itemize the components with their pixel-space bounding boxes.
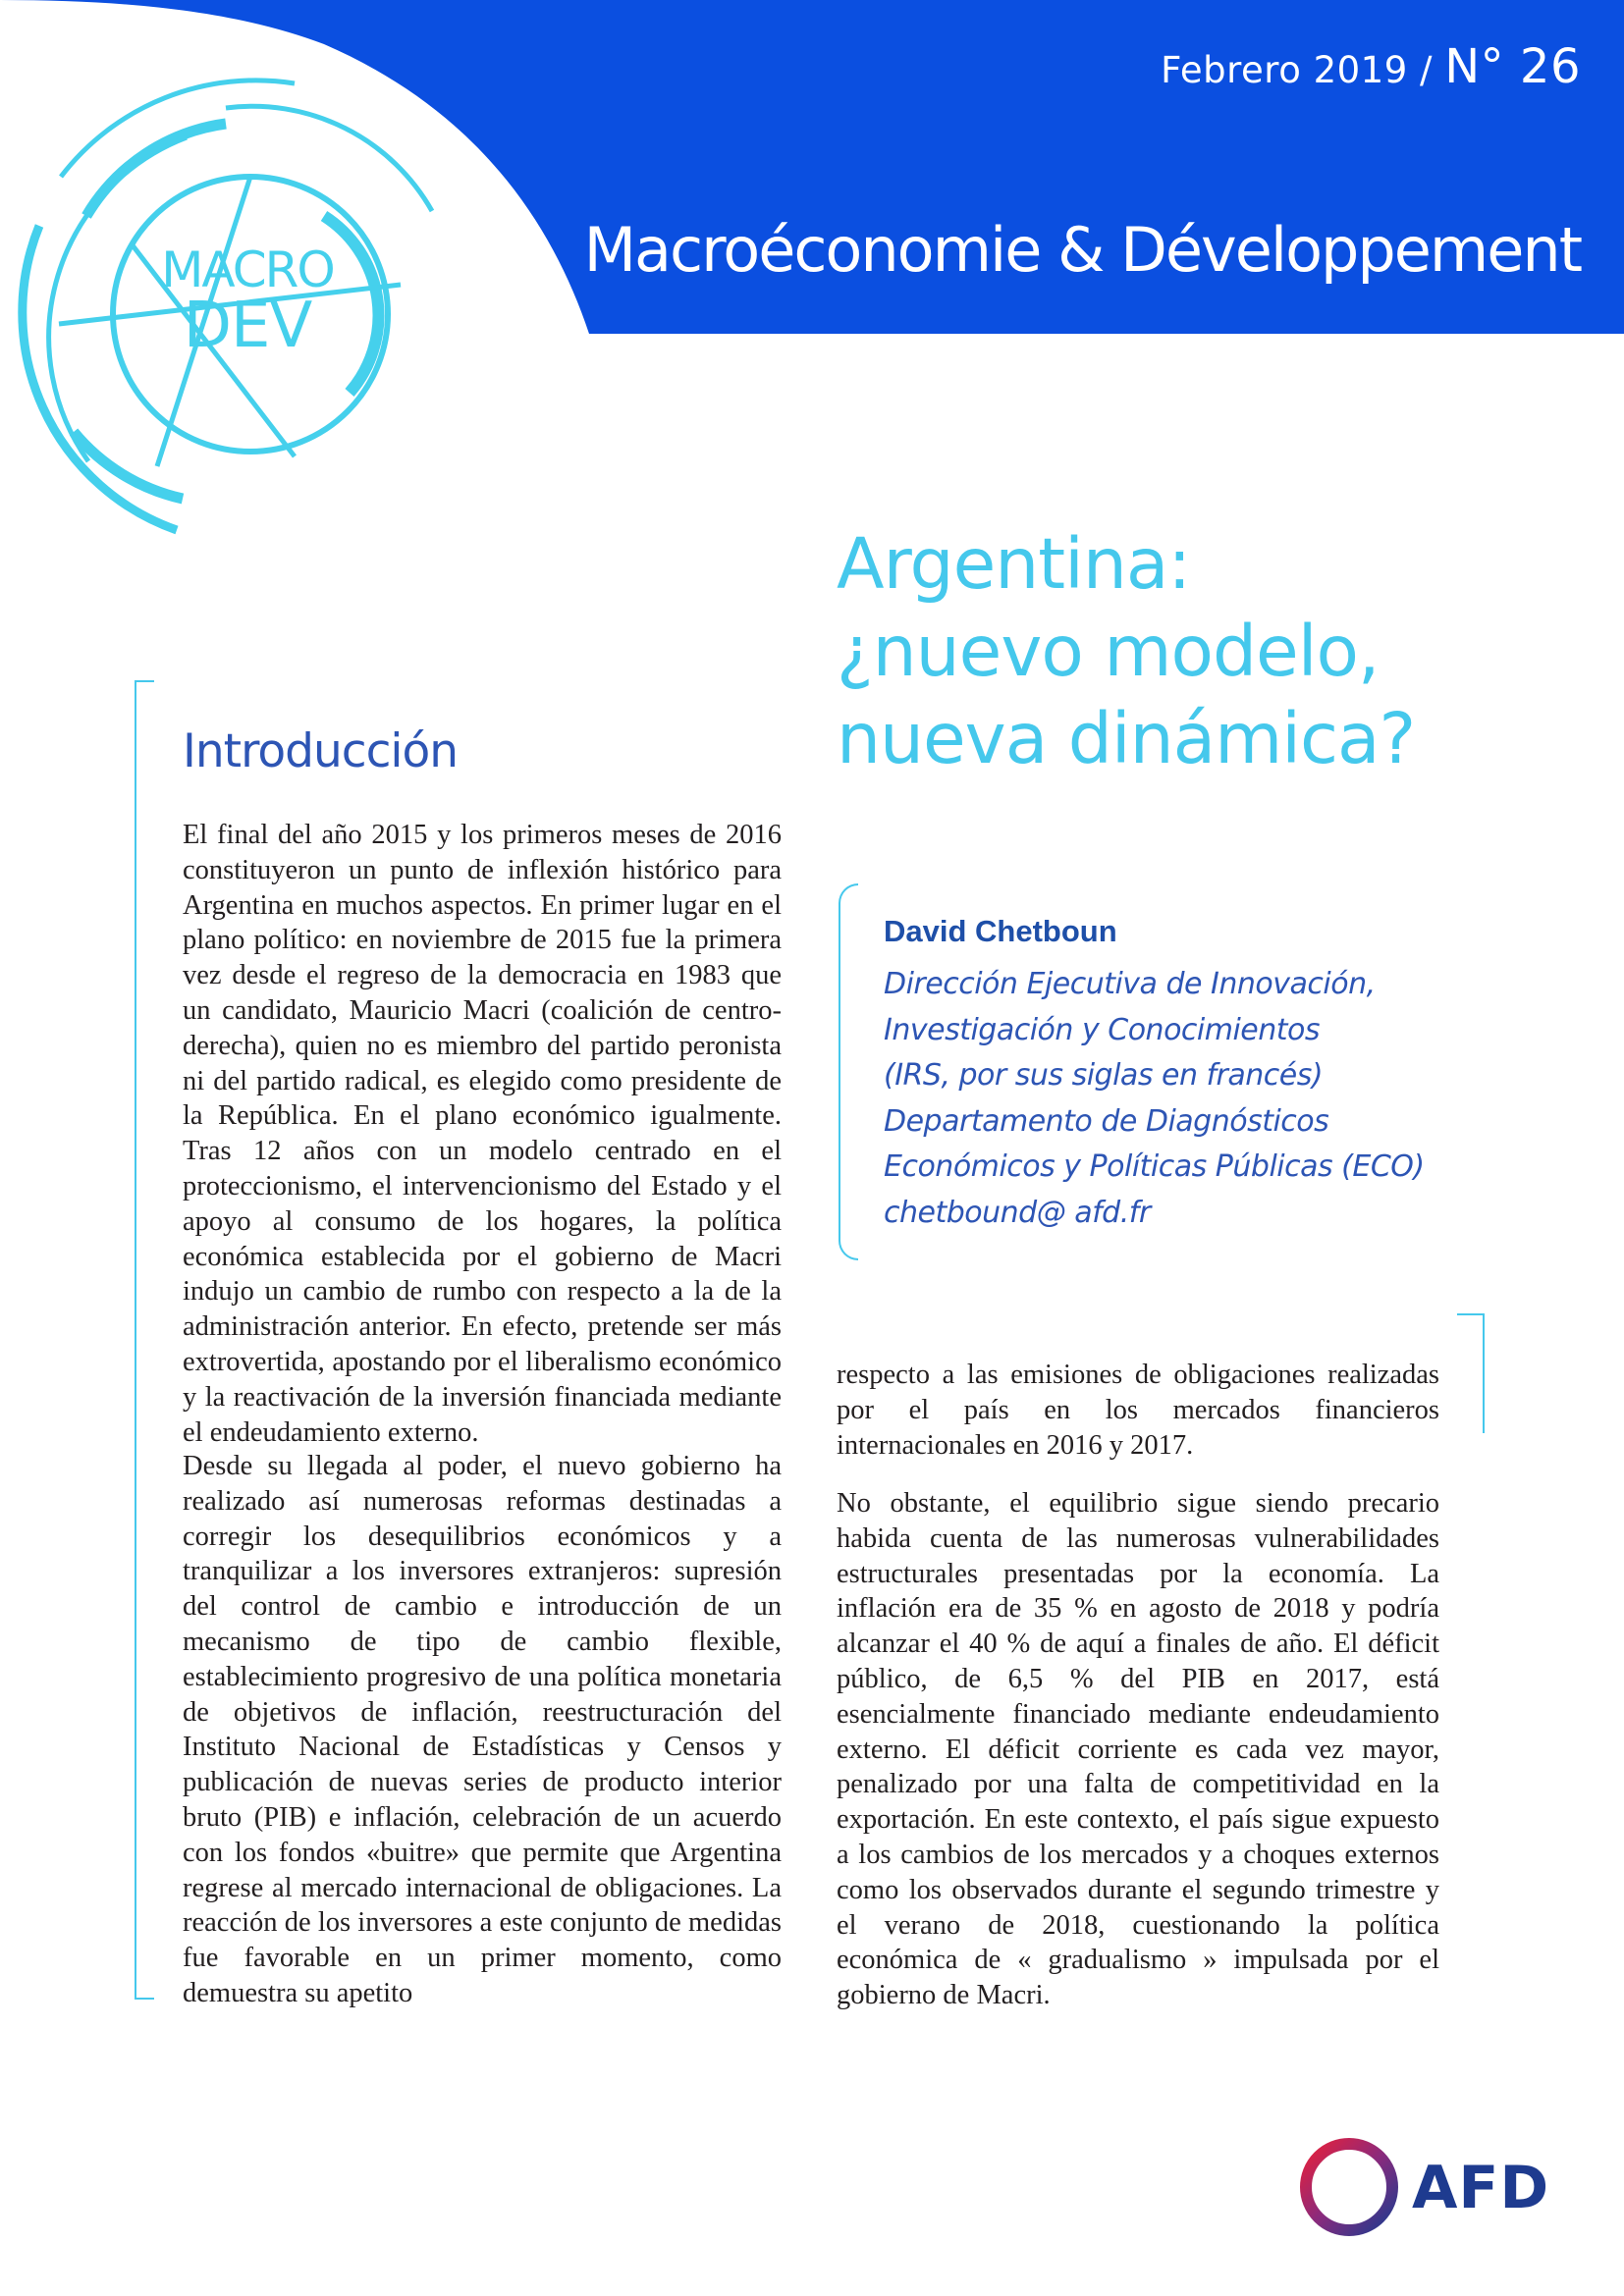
issue-date: Febrero 2019 / [1161, 49, 1445, 91]
article-title [837, 520, 1602, 782]
intro-heading: Introducción [183, 724, 459, 778]
title-line: nueva dinámica? [837, 698, 1416, 779]
author-email[interactable]: chetbound@ afd.fr [884, 1195, 1151, 1230]
paragraph: No obstante, el equilibrio sigue siendo precario habida cuenta de las numerosas vulnerabilidades estructurales presentadas por la economía. La inflación era de 35 % en agosto de 2018 y podría alcanzar el 40 % de aquí a finales de año. El déficit público, de 6,5 % del PIB en 2017, está esencialmente financiado mediante endeudamiento externo. El déficit corriente es cada vez mayor, penalizado por una falta de competitividad en la exportación. En este contexto, el país sigue expuesto a los cambios de los mercados y a choques externos como los observados durante el segundo trimestre y el verano de 2018, cuestionando la política económica de « gradualismo » impulsada por el gobierno de Macri. [837, 1488, 1439, 2011]
logo-line-macro: MACRO [161, 241, 334, 298]
author-name: David Chetboun [884, 914, 1117, 948]
affiliation-line: Dirección Ejecutiva de Innovación, [884, 967, 1376, 1001]
author-affiliation [884, 962, 1425, 1236]
paragraph: El final del año 2015 y los primeros meses de 2016 constituyeron un punto de inflexión histórico para Argentina en muchos aspectos. En primer lugar en el plano político: en noviembre de 2015 fue la primera vez desde el regreso de la democracia en 1983 que un candidato, Mauricio Macri (coalición de centro-derecha), quien no es miembro del partido peronista ni del partido radical, es elegido como presidente de la República. En el plano económico igualmente. Tras 12 años con un modelo centrado en el proteccionismo, el intervencionismo del Estado y el apoyo al consumo de los hogares, la política económica establecida por el gobierno de Macri indujo un cambio de rumbo con respecto a la de la administración anterior. En efecto, pretende ser más extrovertida, apostando por el liberalismo económico y la reactivación de la inversión financiada mediante el endeudamiento externo. [183, 820, 782, 1448]
issue-number: N° 26 [1444, 39, 1581, 94]
affiliation-line: Departamento de Diagnósticos [884, 1103, 1329, 1139]
intro-frame [135, 680, 154, 2000]
logo-line-dev: DEV [183, 290, 312, 362]
author-bracket [839, 883, 858, 1260]
macrodev-logo [130, 241, 365, 362]
series-title: Macroéconomie & Développement [583, 214, 1581, 286]
paragraph: respecto a las emisiones de obligaciones realizadas por el país en los mercados financieros internacionales en 2016 y 2017. [837, 1360, 1439, 1461]
title-line: ¿nuevo modelo, [837, 611, 1380, 692]
right-column-frame [1457, 1313, 1485, 1433]
affiliation-line: Investigación y Conocimientos [884, 1012, 1321, 1047]
afd-logo-text: AFD [1412, 2154, 1550, 2222]
paragraph: Desde su llegada al poder, el nuevo gobierno ha realizado así numerosas reformas destinadas a corregir los desequilibrios económicos y a tranquilizar a los inversores extranjeros: supresión del control de cambio e introducción de un mecanismo de tipo de cambio flexible, establecimiento progresivo de una política monetaria de objetivos de inflación, reestructuración del Instituto Nacional de Estadísticas y Censos y publicación de nuevas series de producto interior bruto (PIB) e inflación, celebración de un acuerdo con los fondos «buitre» que permite que Argentina regrese al mercado internacional de obligaciones. La reacción de los inversores a este conjunto de medidas fue favorable en un primer momento, como demuestra su apetito [183, 1451, 782, 2008]
title-line: Argentina: [837, 523, 1191, 605]
affiliation-line: Económicos y Políticas Públicas (ECO) [884, 1149, 1425, 1184]
issue-info [1161, 39, 1581, 94]
affiliation-line: (IRS, por sus siglas en francés) [884, 1058, 1324, 1093]
